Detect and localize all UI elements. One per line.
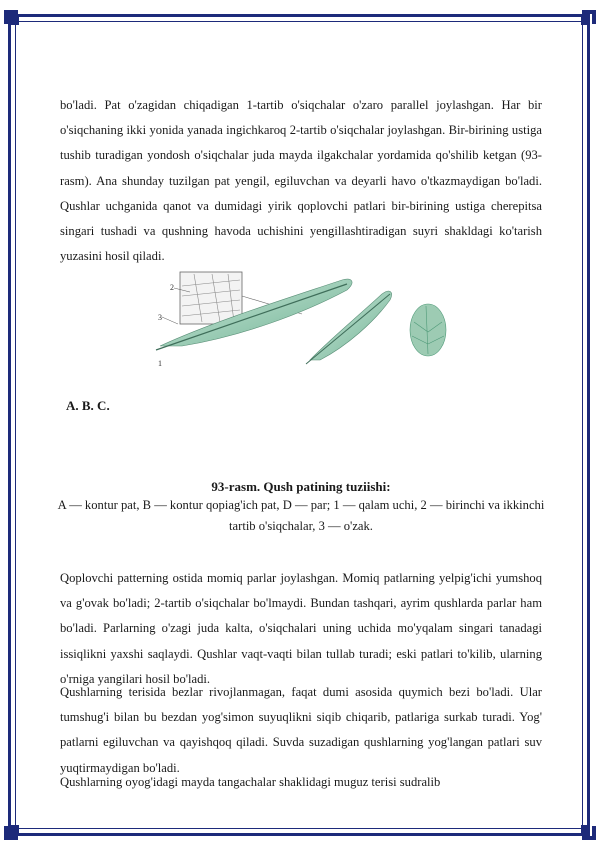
paragraph-preen-gland: Qushlarning terisida bezlar rivojlanmagan, faqat dumi asosida quymich bezi bo'ladi. Ular tumshug'i bilan bu bezdan yog'simon suyuqlikni siqib chiqarib, patlariga surkab turadi. Yog' patlarni egiluvchan va qayishqoq qiladi. Suvda suzadigan qushlarning yog'langan patlari suv yuqtirmaydigan bo'ladi. — [60, 685, 542, 775]
label-2: 2 — [170, 283, 174, 292]
paragraph-down-feathers: Qoplovchi patterning ostida momiq parlar joylashgan. Momiq patlarning yelpig'ichi yumshoq va g'ovak bo'ladi; 2-tartib o'siqchalar bo'lmaydi. Bundan tashqari, ayrim qushlarda parlar ham bo'ladi. Parlarning o'zagi juda kalta, o'siqchalari uning uchida mo'yqalam singari tanadagi issiqlikni yaxshi saqlaydi. Qushlar vaqt-vaqti bilan tullab turadi; eski patlari to'kilib, ularning o'rniga yangilari hosil bo'ladi. — [60, 571, 542, 686]
corner-ornament-bottom-left — [4, 818, 26, 840]
corner-ornament-bottom-right — [574, 818, 596, 840]
feather-illustration — [142, 262, 462, 372]
down-feather-d — [410, 304, 446, 356]
paragraph-leg-scales: Qushlarning oyog'idagi mayda tangachalar shaklidagi muguz terisi sudralib — [60, 775, 441, 789]
corner-ornament-top-left — [4, 10, 26, 32]
figure-letters-label: A. B. C. — [66, 398, 110, 413]
figure-caption-body: A — kontur pat, B — kontur qopiag'ich pat, D — par; 1 — qalam uchi, 2 — birinchi va ikkinchi tartib o'siqchalar, 3 — o'zak. — [57, 498, 545, 533]
label-1: 1 — [158, 359, 162, 368]
paragraph-feather-structure: bo'ladi. Pat o'zagidan chiqadigan 1-tartib o'siqchalar o'zaro parallel joylashgan. Har bir o'siqchaning ikki yonida yanada ingichkaroq 2-tartib o'siqchalar joylashgan. Bir-birining ustiga tushib turadigan yondosh o'siqchalar juda mayda ilgakchalar yordamida qo'shilib ketgan (93-rasm). Ana shunday tuzilgan pat yengil, egiluvchan va deyarli havo o'tkazmaydigan bo'ladi. Qushlar uchganida qanot va dumidagi yirik qoplovchi patlari bir-birining ustiga cherepitsa singari tushadi va qushning havoda uchishini yengillashtiradigan suyri shakldagi ko'tarish yuzasini hosil qiladi. — [60, 98, 542, 264]
figure-caption-title: 93-rasm. Qush patining tuziishi: — [211, 479, 391, 494]
corner-ornament-top-right — [574, 10, 596, 32]
label-3: 3 — [158, 313, 162, 322]
